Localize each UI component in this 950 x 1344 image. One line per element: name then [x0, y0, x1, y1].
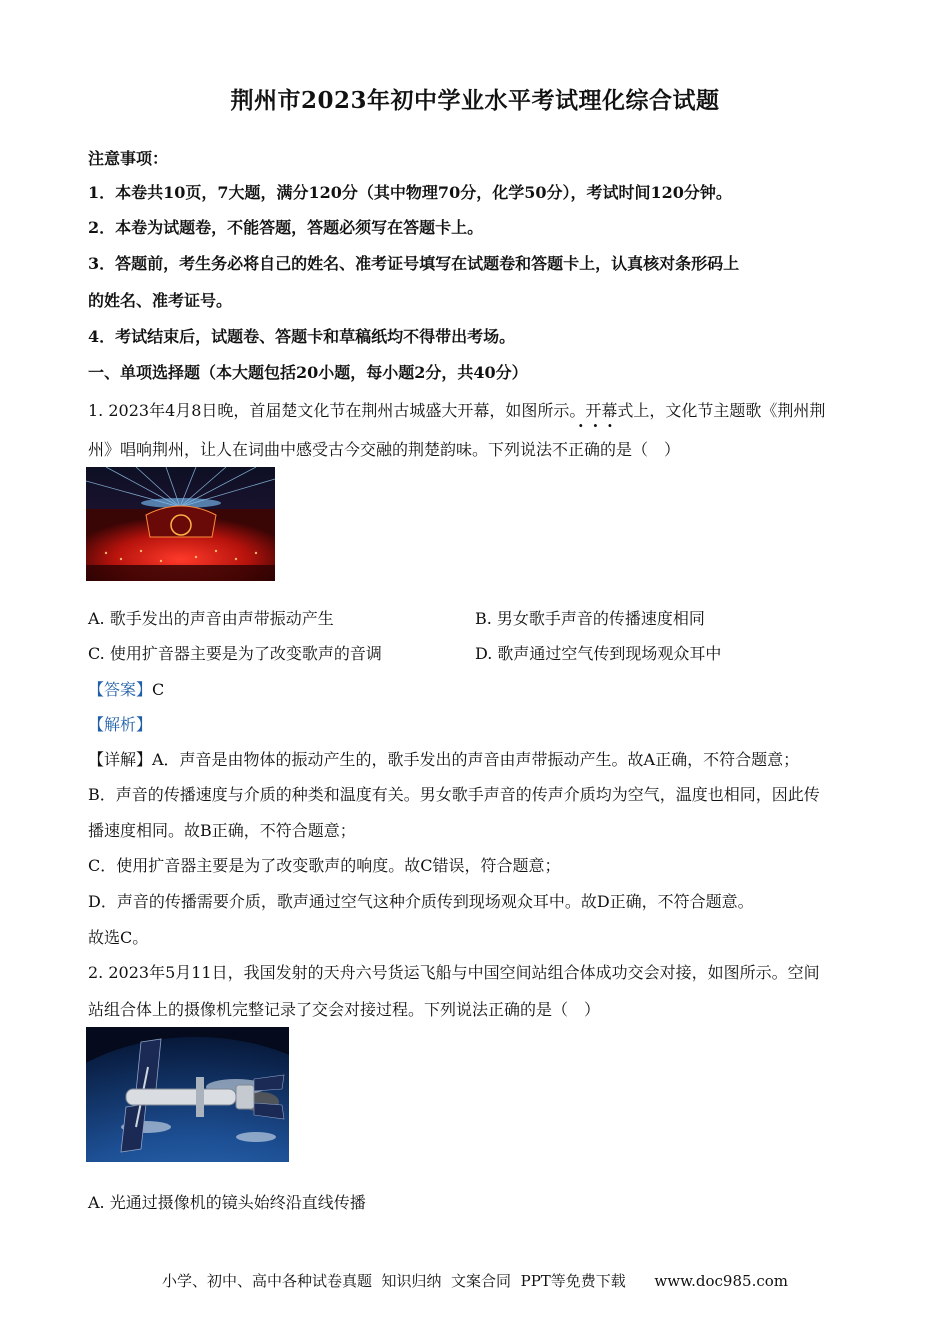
q2-option-a: A. 光通过摄像机的镜头始终沿直线传播 — [88, 1193, 366, 1212]
notice-item-4: 4．考试结束后，试题卷、答题卡和草稿纸均不得带出考场。 — [88, 327, 516, 346]
answer-value: C — [152, 680, 165, 699]
explain-line-2: B．声音的传播速度与介质的种类和温度有关。男女歌手声音的传声介质均为空气，温度也相同，因此传 — [88, 785, 820, 804]
section-heading: 一、单项选择题（本大题包括20小题，每小题2分，共40分） — [88, 363, 528, 382]
page-title: 荆州市2023年初中学业水平考试理化综合试题 — [230, 87, 720, 114]
emphasis-dots: ··· — [578, 416, 622, 435]
q1-option-a: A. 歌手发出的声音由声带振动产生 — [88, 609, 334, 628]
analysis-tag: 【解析】 — [88, 715, 153, 734]
q1-stem-line2: 州》唱响荆州，让人在词曲中感受古今交融的荆楚韵味。下列说法不正确的是（ ） — [88, 440, 681, 459]
answer-tag: 【答案】 — [88, 680, 153, 699]
space-station-photo — [86, 1027, 289, 1162]
notice-item-1: 1．本卷共10页，7大题，满分120分（其中物理70分，化学50分），考试时间120分钟。 — [88, 183, 732, 202]
q1-answer-line — [88, 677, 868, 700]
q1-option-c: C. 使用扩音器主要是为了改变歌声的音调 — [88, 644, 382, 663]
page-footer: 小学、初中、高中各种试卷真题 知识归纳 文案合同 PPT等免费下载 www.doc985.com — [161, 1272, 788, 1290]
explain-line-1: 【详解】A．声音是由物体的振动产生的，歌手发出的声音由声带振动产生。故A正确，不符合题意； — [88, 750, 800, 769]
q1-stem-line1: 1. 2023年4月8日晚，首届楚文化节在荆州古城盛大开幕，如图所示。开幕式上，文化节主题歌《荆州荆 — [88, 401, 826, 420]
notice-item-3-cont: 的姓名、准考证号。 — [88, 291, 233, 310]
q1-option-b: B. 男女歌手声音的传播速度相同 — [475, 609, 705, 628]
stage-photo — [86, 467, 275, 581]
explain-line-5: D．声音的传播需要介质，歌声通过空气这种介质传到现场观众耳中。故D正确，不符合题意。 — [88, 892, 754, 911]
explain-line-6: 故选C。 — [88, 928, 149, 947]
explain-line-4: C．使用扩音器主要是为了改变歌声的响度。故C错误，符合题意； — [88, 856, 561, 875]
notice-heading: 注意事项： — [88, 149, 169, 168]
q2-stem-line2: 站组合体上的摄像机完整记录了交会对接过程。下列说法正确的是（ ） — [88, 1000, 601, 1019]
notice-item-2: 2．本卷为试题卷，不能答题，答题必须写在答题卡上。 — [88, 218, 484, 237]
notice-item-3: 3．答题前，考生务必将自己的姓名、准考证号填写在试题卷和答题卡上，认真核对条形码上 — [88, 254, 740, 273]
explain-line-3: 播速度相同。故B正确，不符合题意； — [88, 821, 356, 840]
q1-option-d: D. 歌声通过空气传到现场观众耳中 — [475, 644, 722, 663]
q2-stem-line1: 2. 2023年5月11日，我国发射的天舟六号货运飞船与中国空间站组合体成功交会对接，如图所示。空间 — [88, 963, 820, 982]
